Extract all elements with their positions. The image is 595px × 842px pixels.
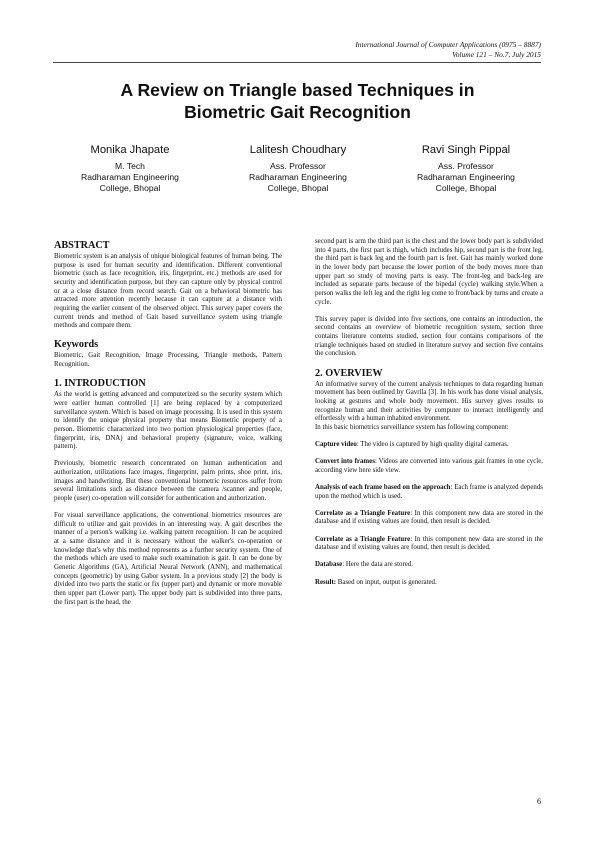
component-text: : Each frame is analyzed depends upon the method which is used. [315,483,543,500]
intro-paragraph: Previously, biometric research concentrated on human authentication and authorization, utilizations face images, fingerprint, palm prints, shoe print, iris, images and handwriting. But these conventional biometric resources suffer from several limitations such as distance between the camera /scanner and people, people (user) co-operation will consider for authentication and authorization. [54,460,282,502]
paper-title [0,79,595,123]
component-item [315,458,543,475]
right-column [315,238,543,587]
component-label: Convert into frames [315,458,375,466]
component-label: Analysis of each frame based on the approach [315,483,451,491]
component-item [315,510,543,527]
abstract-text: Biometric system is an analysis of unique biological features of human being. The purpose is used for human security and identification. Different conventional biometric (such as face recognition, iris, fingerprint, etc.) methods are used for security and identification purpose, but they can capture only by physical control or at a close distance from record search. Gait on a behavioral biometric has attracted more attention recently because it can capture at a distance with requiring the earlier consent of the observed object. This survey paper covers the current trends and method of Gait based surveillance system using triangle methods and compare them. [54,253,282,330]
journal-volume: Volume 121 – No.7, July 2015 [452,50,541,59]
component-label: Database [315,561,343,569]
overview-heading: 2. OVERVIEW [315,367,383,379]
left-column [54,240,282,607]
author-1 [55,143,205,193]
author-name: Monika Jhapate [90,144,170,156]
component-text: : Here the data are stored. [342,561,413,569]
author-2 [223,143,373,193]
overview-paragraph: In this basic biometrics surveillance system has following component: [315,423,509,431]
intro-paragraph: For visual surveillance applications, the conventional biometrics resources are difficult to utilize and gait provides in an interesting way. A gait describes the manner of a person's walking i.e. walking pattern recognition. It can be acquired at a same distance and it is necessary without the walker's co-operation or knowledge that's why this method represents as a further security system. One of the methods which are used to make such examination is gait. It can be done by Genetic Algorithms (GA), Artificial Neural Network (ANN), and mathematical concepts (geometric) by using Gabor system. In a previous study [2] the body is divided into two parts the static or fix (upper part) and dynamic or more movable then upper part (Lower part). The upper body part is subdivided into three parts, the first part is the head, the [54,512,282,606]
author-affiliation-location: College, Bhopal [435,182,497,193]
title-line-2: Biometric Gait Recognition [184,102,411,122]
header-rule [53,62,541,63]
author-name: Lalitesh Choudhary [249,144,347,156]
author-affiliation: Radharaman Engineering [417,171,515,182]
author-affiliation: Radharaman Engineering [249,171,347,182]
component-item [315,484,543,501]
author-title: Ass. Professor [438,161,494,171]
intro-paragraph: As the world is getting advanced and computerized so the security system which were earlier human controlled [1] are being replaced by a computerized surveillance system. Which is based on image processing. It is used in this system to identify the unique physical property that means Biometric property of a person. Biometric characterized into two portion physiological properties (face, fingerprint, iris, DNA) and behavioral property (signature, voice, walking pattern). [54,391,282,451]
author-title: Ass. Professor [270,161,326,171]
keywords-heading: Keywords [54,339,99,351]
component-text: : Videos are converted into various gait frames in one cycle, according view here side view. [315,458,543,474]
component-label: Result: [315,578,337,586]
component-text: : In this component new data are stored in the database and if existing values are found, then result is decided. [315,535,544,552]
body-paragraph: second part is arm the third part is the chest and the lower body part is subdivided into 4 parts, the first part is thigh, which includes hip, second part is the front leg, the third part is back leg and the fourth part is feet. Gait has mainly worked done in the lower body part because the lower portion of the body moves more than upper part so study of moving parts is easy. The front-leg and back-leg are included as separate parts because of the bipedal (cycle) walking style.When a person walks the left leg and the right leg come to front/back by turns and create a cycle. [315,238,543,306]
component-label: Correlate as a Triangle Feature [315,535,411,543]
author-affiliation-location: College, Bhopal [99,182,161,193]
journal-header [355,40,541,60]
component-item [315,536,543,553]
author-block [55,143,541,193]
author-affiliation: Radharaman Engineering [81,171,179,182]
body-paragraph: This survey paper is divided into five sections, one contains an introduction, the second contains an overview of biometric recognition system, section three contains literature contents studied, section four contains comparisons of the triangle techniques based on studied in literature survey and section five contains the conclusion. [315,315,543,358]
component-label: Correlate as a Triangle Feature [315,509,411,517]
component-text: : The video is captured by high quality digital cameras. [356,440,509,448]
title-line-1: A Review on Triangle based Techniques in [120,80,475,100]
author-title: M. Tech [115,161,145,171]
author-3 [391,143,541,193]
component-item [315,441,543,450]
component-text: Based on input, output is generated. [336,578,437,586]
journal-name: International Journal of Computer Applications (0975 – 8887) [355,40,541,49]
introduction-heading: 1. INTRODUCTION [54,378,146,390]
component-item [315,561,543,570]
author-affiliation-location: College, Bhopal [267,182,329,193]
keywords-text: Biometric, Gait Recognition, Image Processing, Triangle methods, Pattern Recognition. [54,352,282,369]
author-name: Ravi Singh Pippal [421,144,511,156]
overview-paragraph: An informative survey of the current analysis techniques to data regarding human movement has been outlined by Gavrlla [3]. In his work has done visual analysis, looking at gestures and whole body movement. His survey gives results to recognize human and their activities by computer to interact intelligently and effortlessly with a human inhabited environment. [315,380,543,423]
component-text: : In this component new data are stored in the database and if existing values are found, then result is decided. [315,509,544,526]
component-label: Capture video [315,440,357,448]
page-number: 6 [537,797,541,806]
component-item [315,579,543,588]
abstract-heading: ABSTRACT [54,240,110,251]
